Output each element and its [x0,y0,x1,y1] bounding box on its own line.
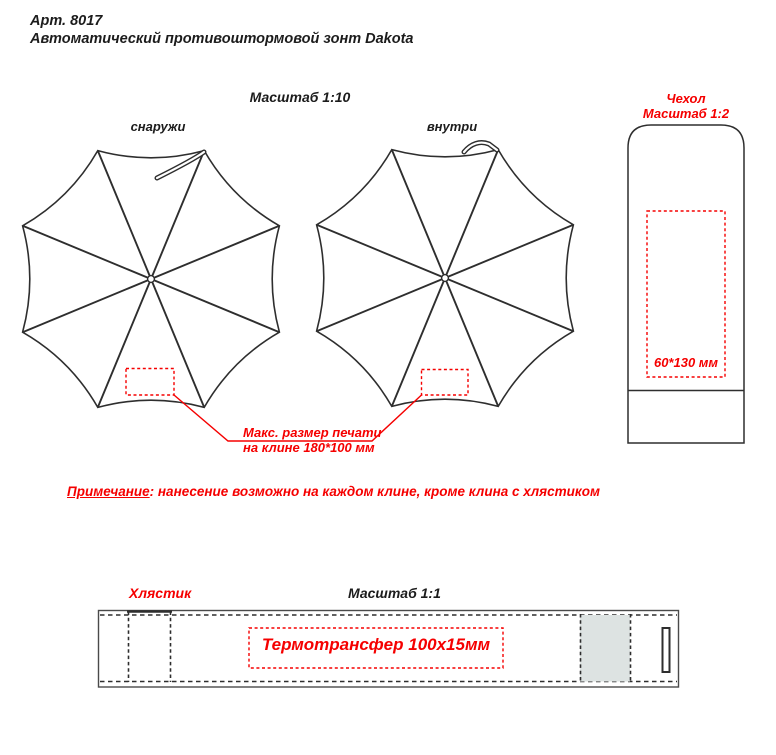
umbrella-inside-drawing [317,150,574,407]
strap-loop-area [127,612,172,683]
strap-label: Хлястик [129,585,192,601]
case-print-size: 60*130 мм [653,355,719,370]
case-title-block [626,91,746,121]
article-number: Арт. 8017 [30,13,103,29]
strap-grey-patch [580,614,631,682]
note-title: Примечание [67,484,150,499]
print-area-inside [422,370,469,396]
print-area-outside [126,369,174,396]
thermo-print-label: Термотрансфер 100х15мм [261,635,491,654]
case-title: Чехол [666,91,706,106]
strap-buttonhole [663,628,670,672]
print-size-note-line1: Макс. размер печати [243,425,382,440]
scale-label-strap: Масштаб 1:1 [348,585,441,601]
case-print-area [647,211,725,377]
note-text: : нанесение возможно на каждом клине, кроме клина с хлястиком [149,484,600,499]
label-inside-view: внутри [426,119,478,134]
umbrella-outside-drawing [23,151,280,408]
print-size-note-line2: на клине 180*100 мм [243,440,375,455]
case-drawing [628,125,744,443]
case-scale-label: Масштаб 1:2 [642,106,730,121]
label-outside-view: снаружи [130,119,186,134]
scale-label-umbrellas: Масштаб 1:10 [249,89,351,105]
note-line [67,485,600,499]
product-title: Автоматический противоштормовой зонт Dakota [30,31,414,47]
